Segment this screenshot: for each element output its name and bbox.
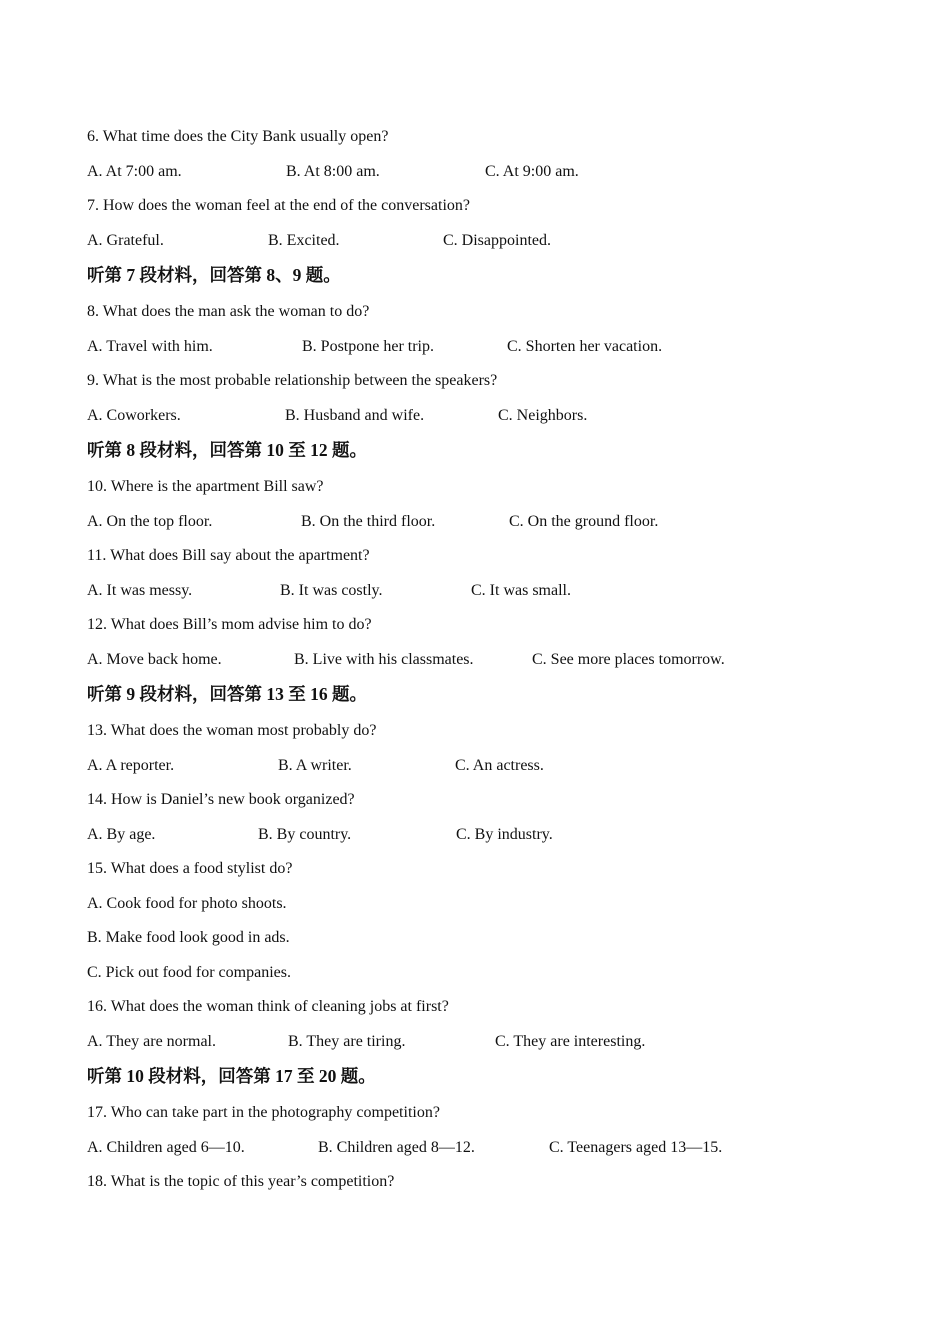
option-c: C. Neighbors.: [498, 407, 588, 424]
options-10: [87, 512, 887, 532]
question-10: 10. Where is the apartment Bill saw?: [87, 478, 324, 495]
options-12: [87, 650, 887, 670]
option-c: C. Teenagers aged 13—15.: [549, 1139, 723, 1156]
options-14: [87, 825, 887, 845]
option-a: A. Move back home.: [87, 651, 222, 668]
option-a: A. At 7:00 am.: [87, 163, 182, 180]
question-12: 12. What does Bill’s mom advise him to do?: [87, 616, 372, 633]
question-16: 16. What does the woman think of cleaning jobs at first?: [87, 998, 449, 1015]
question-13: 13. What does the woman most probably do?: [87, 722, 377, 739]
option-c: C. They are interesting.: [495, 1033, 646, 1050]
option-c: C. On the ground floor.: [509, 513, 659, 530]
option-c: C. At 9:00 am.: [485, 163, 579, 180]
option-c: C. An actress.: [455, 757, 544, 774]
question-6: 6. What time does the City Bank usually open?: [87, 128, 389, 145]
option-c: C. Disappointed.: [443, 232, 551, 249]
option-a: A. Cook food for photo shoots.: [87, 895, 287, 912]
option-b: B. Postpone her trip.: [302, 338, 434, 355]
option-b: B. At 8:00 am.: [286, 163, 380, 180]
option-a: A. Children aged 6—10.: [87, 1139, 245, 1156]
option-c: C. See more places tomorrow.: [532, 651, 725, 668]
option-b: B. By country.: [258, 826, 352, 843]
question-8: 8. What does the man ask the woman to do?: [87, 303, 370, 320]
option-b: B. Children aged 8—12.: [318, 1139, 475, 1156]
section-heading-7: 听第 7 段材料，回答第 8、9 题。: [87, 265, 341, 285]
option-a: A. On the top floor.: [87, 513, 213, 530]
option-a: A. They are normal.: [87, 1033, 216, 1050]
question-11: 11. What does Bill say about the apartment?: [87, 547, 370, 564]
options-7: [87, 231, 887, 251]
option-b: B. A writer.: [278, 757, 352, 774]
options-13: [87, 756, 887, 776]
option-a: A. Coworkers.: [87, 407, 181, 424]
option-c: C. It was small.: [471, 582, 571, 599]
options-9: [87, 406, 887, 426]
option-a: A. Grateful.: [87, 232, 164, 249]
option-b: B. Husband and wife.: [285, 407, 425, 424]
question-14: 14. How is Daniel’s new book organized?: [87, 791, 355, 808]
option-b: B. They are tiring.: [288, 1033, 406, 1050]
section-heading-10: 听第 10 段材料，回答第 17 至 20 题。: [87, 1066, 376, 1086]
options-17: [87, 1138, 887, 1158]
question-17: 17. Who can take part in the photography competition?: [87, 1104, 440, 1121]
option-b: B. Make food look good in ads.: [87, 929, 290, 946]
question-9: 9. What is the most probable relationship between the speakers?: [87, 372, 498, 389]
option-a: A. By age.: [87, 826, 156, 843]
options-8: [87, 337, 887, 357]
option-b: B. It was costly.: [280, 582, 383, 599]
question-15: 15. What does a food stylist do?: [87, 860, 293, 877]
option-c: C. Shorten her vacation.: [507, 338, 663, 355]
option-a: A. It was messy.: [87, 582, 193, 599]
options-16: [87, 1032, 887, 1052]
question-18: 18. What is the topic of this year’s competition?: [87, 1173, 395, 1190]
question-7: 7. How does the woman feel at the end of the conversation?: [87, 197, 470, 214]
option-b: B. Excited.: [268, 232, 340, 249]
option-c: C. By industry.: [456, 826, 553, 843]
section-heading-9: 听第 9 段材料，回答第 13 至 16 题。: [87, 684, 367, 704]
option-b: B. Live with his classmates.: [294, 651, 474, 668]
options-11: [87, 581, 887, 601]
option-a: A. A reporter.: [87, 757, 175, 774]
option-a: A. Travel with him.: [87, 338, 213, 355]
option-c: C. Pick out food for companies.: [87, 964, 291, 981]
option-b: B. On the third floor.: [301, 513, 436, 530]
section-heading-8: 听第 8 段材料，回答第 10 至 12 题。: [87, 440, 367, 460]
options-6: [87, 162, 887, 182]
